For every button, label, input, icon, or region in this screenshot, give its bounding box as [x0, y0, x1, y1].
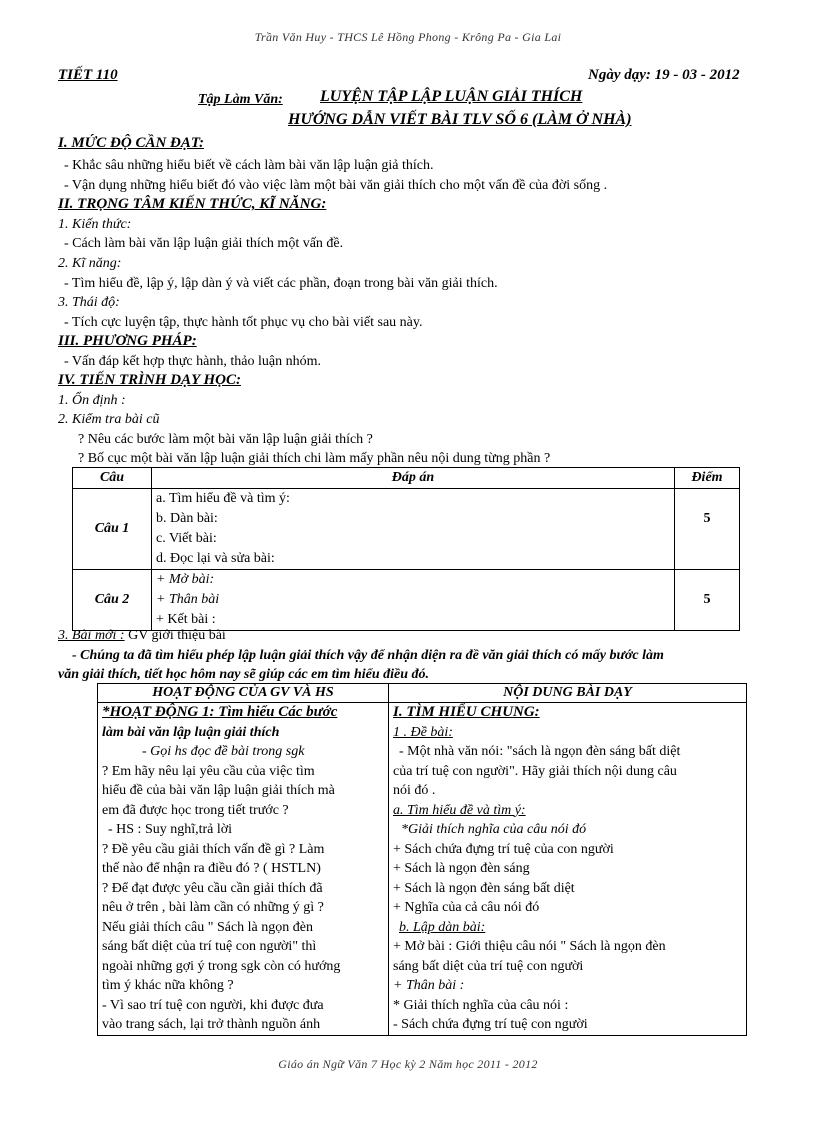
- activity-line: em đã được học trong tiết trước ?: [102, 802, 289, 818]
- subject-label: Tập Làm Văn:: [198, 92, 283, 107]
- section-4-heading: IV. TIẾN TRÌNH DẠY HỌC:: [58, 372, 241, 388]
- content-line: + Thân bài :: [393, 978, 465, 993]
- activity-line: Nếu giải thích câu " Sách là ngọn đèn: [102, 919, 313, 935]
- activity-line: hiểu đề của bài văn lập luận giải thích mà: [102, 783, 335, 798]
- intro-line-1: - Chúng ta đã tìm hiểu phép lập luận giải thích vậy để nhận diện ra đề văn giải thích có mấy bước làm: [72, 648, 664, 663]
- section-1-line-1: - Khắc sâu những hiểu biết về cách làm bài văn lập luận giả thích.: [64, 158, 434, 173]
- activity-heading: *HOẠT ĐỘNG 1: Tìm hiểu Các bước: [102, 704, 338, 720]
- col-header-answer: Đáp án: [152, 468, 675, 489]
- question-1-answer: [152, 489, 675, 570]
- question-2-label: Câu 2: [73, 570, 152, 631]
- answer-line: b. Dàn bài:: [156, 511, 218, 526]
- content-line: a. Tìm hiểu đề và tìm ý:: [393, 802, 526, 818]
- question-2-score: 5: [675, 570, 740, 631]
- teaching-date: Ngày dạy: 19 - 03 - 2012: [588, 67, 740, 83]
- activity-line: ? Em hãy nêu lại yêu cầu của việc tìm: [102, 763, 315, 779]
- question-1-score: 5: [675, 489, 740, 570]
- content-line: - Sách chứa đựng trí tuệ con người: [393, 1017, 588, 1032]
- lesson-number: TIẾT 110: [58, 67, 118, 83]
- answer-line: a. Tìm hiểu đề và tìm ý:: [156, 491, 290, 506]
- page-footer: Giáo án Ngữ Văn 7 Học kỳ 2 Năm học 2011 - 2012: [278, 1057, 538, 1071]
- section-2-heading: II. TRỌNG TÂM KIẾN THỨC, KĨ NĂNG:: [58, 196, 327, 212]
- activity-line: - Gọi hs đọc đề bài trong sgk: [142, 744, 305, 759]
- content-line: sáng bất diệt của trí tuệ con người: [393, 958, 584, 974]
- question-2-answer: [152, 570, 675, 631]
- answer-line: + Thân bài: [156, 592, 220, 607]
- col-header-content: NỘI DUNG BÀI DẠY: [389, 684, 747, 703]
- section-1-heading: I. MỨC ĐỘ CẦN ĐẠT:: [58, 135, 204, 151]
- lesson-title-2: HƯỚNG DẪN VIẾT BÀI TLV SỐ 6 (LÀM Ở NHÀ): [288, 111, 632, 128]
- review-label: 2. Kiểm tra bài cũ: [58, 412, 160, 427]
- activity-column: [98, 703, 389, 1036]
- intro-line-2: văn giải thích, tiết học hôm nay sẽ giúp các em tìm hiểu điều đó.: [58, 667, 430, 682]
- new-lesson-label: 3. Bài mới :: [58, 628, 125, 643]
- content-line: - Một nhà văn nói: "sách là ngọn đèn sáng bất diệt: [399, 744, 681, 759]
- col-header-activity: HOẠT ĐỘNG CỦA GV VÀ HS: [98, 684, 389, 703]
- content-line: + Mở bài : Giới thiệu câu nói " Sách là ngọn đèn: [393, 939, 666, 954]
- activity-line: ngoài những gợi ý trong sgk còn có hướng: [102, 958, 341, 974]
- content-line: + Nghĩa của cả câu nói đó: [393, 900, 540, 915]
- content-line: + Sách là ngọn đèn sáng bất diệt: [393, 880, 575, 896]
- activity-line: ? Đề yêu cầu giải thích vấn đề gì ? Làm: [102, 841, 325, 857]
- section-3-heading: III. PHƯƠNG PHÁP:: [58, 333, 197, 349]
- activity-line: tìm ý khác nữa không ?: [102, 978, 234, 993]
- lesson-title-1: LUYỆN TẬP LẬP LUẬN GIẢI THÍCH: [320, 88, 583, 105]
- activity-line: ? Để đạt được yêu cầu cần giải thích đã: [102, 880, 323, 896]
- col-header-score: Điểm: [675, 468, 740, 489]
- content-line: 1 . Đề bài:: [393, 724, 453, 740]
- content-column: [389, 703, 747, 1036]
- new-lesson-text: GV giới thiệu bài: [124, 628, 226, 643]
- attitude-line: - Tích cực luyện tập, thực hành tốt phục vụ cho bài viết sau này.: [64, 315, 423, 330]
- answer-line: d. Đọc lại và sửa bài:: [156, 551, 275, 566]
- knowledge-label: 1. Kiến thức:: [58, 217, 132, 232]
- content-line: + Sách là ngọn đèn sáng: [393, 861, 530, 876]
- activity-line: - Vì sao trí tuệ con người, khi được đưa: [102, 997, 324, 1013]
- knowledge-line: - Cách làm bài văn lập luận giải thích một vấn đề.: [64, 236, 344, 251]
- activity-heading-cont: làm bài văn lập luận giải thích: [102, 724, 280, 740]
- content-line: + Sách chứa đựng trí tuệ của con người: [393, 841, 614, 857]
- activity-table: [97, 683, 747, 1036]
- activity-line: thế nào để nhận ra điều đó ? ( HSTLN): [102, 861, 321, 876]
- review-table: [72, 467, 740, 631]
- activity-line: - HS : Suy nghĩ,trả lời: [108, 822, 233, 837]
- page-header: Trần Văn Huy - THCS Lê Hồng Phong - Krông Pa - Gia Lai: [254, 30, 562, 44]
- content-heading: I. TÌM HIỂU CHUNG:: [393, 704, 540, 720]
- content-line: của trí tuệ con người". Hãy giải thích nội dung câu: [393, 763, 677, 779]
- answer-line: + Kết bài :: [156, 612, 216, 627]
- attitude-label: 3. Thái độ:: [58, 295, 120, 310]
- content-line: *Giải thích nghĩa của câu nói đó: [401, 822, 587, 837]
- answer-line: c. Viết bài:: [156, 531, 217, 546]
- content-line: nói đó .: [393, 783, 436, 798]
- answer-line: + Mở bài:: [156, 572, 215, 587]
- activity-line: vào trang sách, lại trở thành nguồn ánh: [102, 1017, 321, 1032]
- activity-line: sáng bất diệt của trí tuệ con người" thì: [102, 939, 317, 954]
- activity-line: nêu ở trên , bài làm cần có những ý gì ?: [102, 900, 324, 915]
- skill-label: 2. Kĩ năng:: [58, 256, 122, 271]
- content-line: * Giải thích nghĩa của câu nói :: [393, 997, 569, 1013]
- content-line: b. Lập dàn bài:: [399, 919, 486, 935]
- review-question-2: ? Bố cục một bài văn lập luận giải thích chi làm mấy phần nêu nội dung từng phần ?: [78, 451, 551, 466]
- skill-line: - Tìm hiểu đề, lập ý, lập dàn ý và viết các phần, đoạn trong bài văn giải thích.: [64, 276, 498, 291]
- new-lesson-line: [58, 626, 226, 645]
- method-line: - Vấn đáp kết hợp thực hành, thảo luận nhóm.: [64, 354, 321, 369]
- stabilize-label: 1. Ổn định :: [58, 393, 126, 408]
- review-question-1: ? Nêu các bước làm một bài văn lập luận giải thích ?: [78, 432, 373, 447]
- question-1-label: Câu 1: [73, 489, 152, 570]
- col-header-question: Câu: [73, 468, 152, 489]
- section-1-line-2: - Vận dụng những hiểu biết đó vào việc làm một bài văn giải thích cho một vấn đề của đời sống .: [64, 178, 608, 193]
